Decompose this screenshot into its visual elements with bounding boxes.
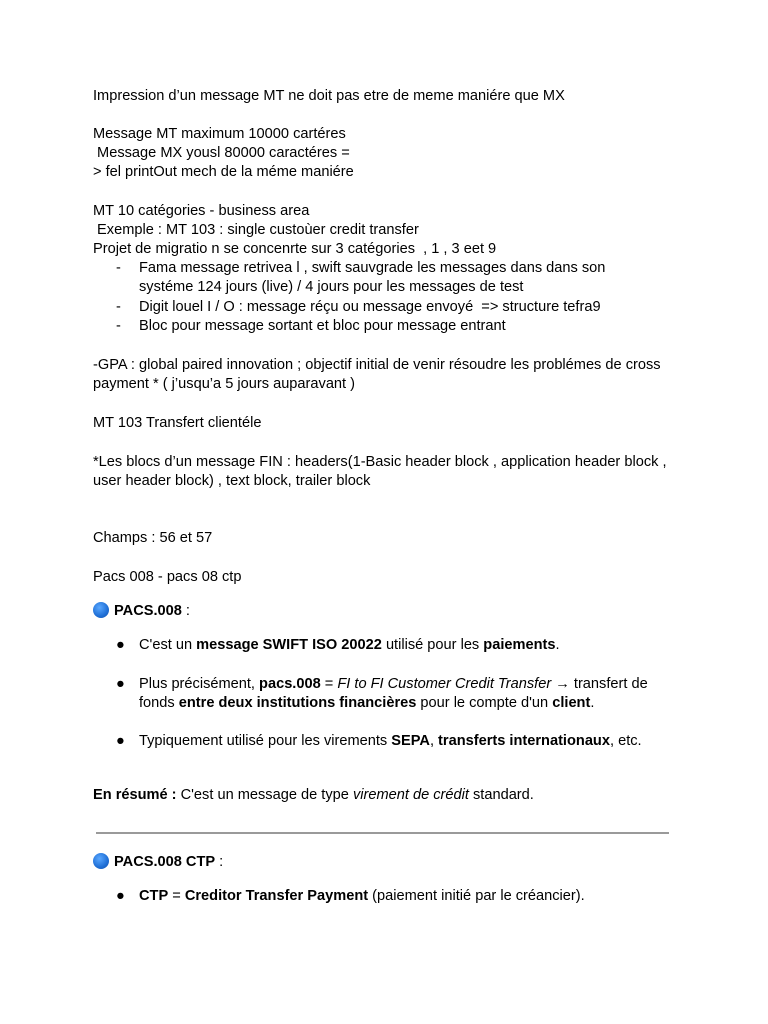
dash-marker: - bbox=[116, 260, 121, 276]
list-item-text: Typiquement utilisé pour les virements SEPA, transferts internationaux, etc. bbox=[139, 733, 642, 749]
list-item-text: Plus précisément, pacs.008 = FI to FI Customer Credit Transfer → transfert de fonds entre deux institutions financières pour le compte d'un client. bbox=[139, 676, 648, 711]
bullet-marker: ● bbox=[116, 676, 125, 692]
pacs008ctp-heading bbox=[93, 853, 223, 872]
pacs008ctp-title-suffix: : bbox=[215, 854, 224, 870]
pacs-line: Pacs 008 - pacs 08 ctp bbox=[93, 569, 242, 585]
pacs008-heading bbox=[93, 602, 190, 621]
gpa-paragraph: -GPA : global paired innovation ; objectif initial de venir résoudre les problémes de cross payment * ( j’usqu’a 5 jours auparavant ) bbox=[93, 357, 661, 392]
horizontal-divider bbox=[96, 832, 669, 834]
intro-line-2: Message MT maximum 10000 cartéres bbox=[93, 126, 346, 142]
intro-line-4: > fel printOut mech de la méme maniére bbox=[93, 164, 354, 180]
categories-line-2: Exemple : MT 103 : single custoùer credit transfer bbox=[93, 222, 419, 238]
list-item-text: Digit louel I / O : message réçu ou message envoyé => structure tefra9 bbox=[139, 299, 601, 315]
bullet-marker: ● bbox=[116, 637, 125, 653]
dash-marker: - bbox=[116, 299, 121, 315]
dash-marker: - bbox=[116, 318, 121, 334]
intro-line-3: Message MX yousl 80000 caractéres = bbox=[93, 145, 350, 161]
fin-blocks-paragraph: *Les blocs d’un message FIN : headers(1-Basic header block , application header block , user header block) , text block, trailer block bbox=[93, 454, 667, 489]
mt103-line: MT 103 Transfert clientéle bbox=[93, 415, 262, 431]
pacs008-title: PACS.008 bbox=[114, 603, 182, 619]
pacs008-summary: En résumé : C'est un message de type virement de crédit standard. bbox=[93, 787, 534, 803]
champs-line: Champs : 56 et 57 bbox=[93, 530, 213, 546]
blue-circle-icon bbox=[93, 602, 109, 618]
pacs008ctp-title: PACS.008 CTP bbox=[114, 854, 216, 870]
bullet-marker: ● bbox=[116, 888, 125, 904]
list-item-text: Bloc pour message sortant et bloc pour message entrant bbox=[139, 318, 506, 334]
categories-line-3: Projet de migratio n se concenrte sur 3 catégories , 1 , 3 eet 9 bbox=[93, 241, 497, 257]
pacs008-title-suffix: : bbox=[181, 603, 190, 619]
categories-line-1: MT 10 catégories - business area bbox=[93, 203, 310, 219]
list-item-text: C'est un message SWIFT ISO 20022 utilisé pour les paiements. bbox=[139, 637, 560, 653]
list-item-text: Fama message retrivea l , swift sauvgrade les messages dans dans son systéme 124 jours (live) / 4 jours pour les messages de test bbox=[139, 260, 606, 295]
blue-circle-icon bbox=[93, 853, 109, 869]
list-item-text: CTP = Creditor Transfer Payment (paiement initié par le créancier). bbox=[139, 888, 585, 904]
intro-line-1: Impression d’un message MT ne doit pas etre de meme maniére que MX bbox=[93, 88, 565, 104]
bullet-marker: ● bbox=[116, 733, 125, 749]
